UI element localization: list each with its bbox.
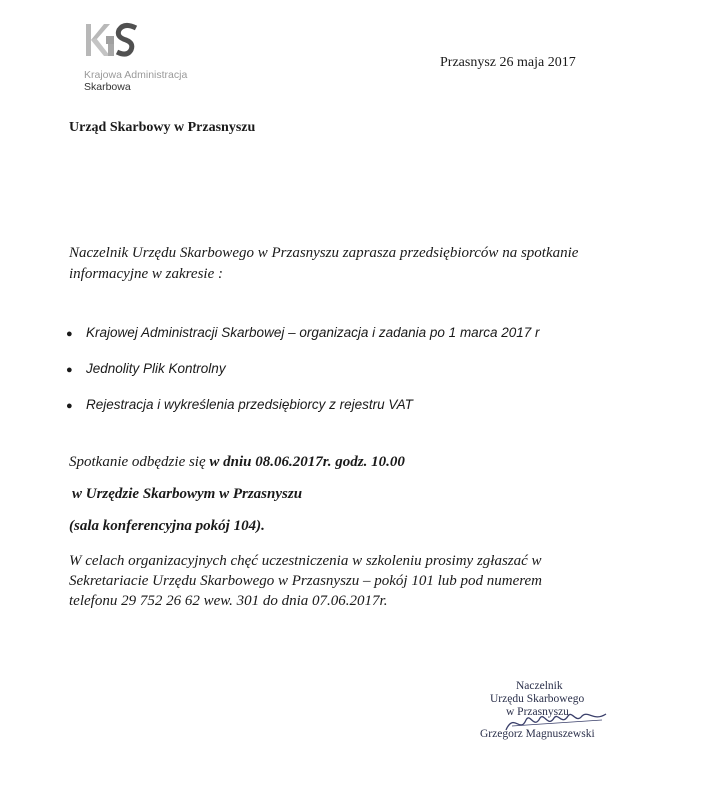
meeting-prefix: Spotkanie odbędzie się (69, 454, 210, 470)
invitation-text: Naczelnik Urzędu Skarbowego w Przasnyszu zaprasza przedsiębiorców na spotkanie informacyjne w zakresie : (69, 245, 579, 282)
signatory-name: Grzegorz Magnuszewski (480, 728, 595, 740)
meeting-room: (sala konferencyjna pokój 104). (69, 518, 265, 534)
meeting-when: w dniu 08.06.2017r. godz. 10.00 (209, 454, 405, 470)
letter-date: Przasnysz 26 maja 2017 (440, 55, 576, 70)
list-item (66, 361, 539, 397)
kas-logo (84, 22, 214, 92)
registration-note: W celach organizacyjnych chęć uczestniczenia w szkoleniu prosimy zgłaszać w Sekretariacie Urzędu Skarbowego w Przasnyszu – pokój 101 lub pod numerem telefonu 29 752 26 62 wew. 301 do dnia 07.06.2017r. (69, 553, 542, 609)
topic-text: Jednolity Plik Kontrolny (86, 361, 226, 376)
logo-text-line1: Krajowa Administracja (84, 69, 188, 81)
list-item (66, 397, 539, 433)
stamp-office: Urzędu Skarbowego (490, 693, 585, 705)
logo-text-line2: Skarbowa (84, 81, 131, 93)
bullet-icon: ● (66, 328, 73, 340)
topics-list (66, 325, 539, 433)
list-item (66, 325, 539, 361)
stamp-city: w Przasnyszu (506, 706, 569, 718)
bullet-icon: ● (66, 364, 73, 376)
bullet-icon: ● (66, 400, 73, 412)
meeting-date (69, 454, 405, 471)
signature-stamp (462, 672, 622, 752)
stamp-title: Naczelnik (516, 680, 563, 692)
topic-text: Rejestracja i wykreślenia przedsiębiorcy z rejestru VAT (86, 397, 413, 412)
office-name: Urząd Skarbowy w Przasnyszu (69, 120, 256, 135)
kas-logo-icon (84, 22, 140, 58)
meeting-place: w Urzędzie Skarbowym w Przasnyszu (72, 486, 303, 502)
topic-text: Krajowej Administracji Skarbowej – organizacja i zadania po 1 marca 2017 r (86, 325, 540, 340)
